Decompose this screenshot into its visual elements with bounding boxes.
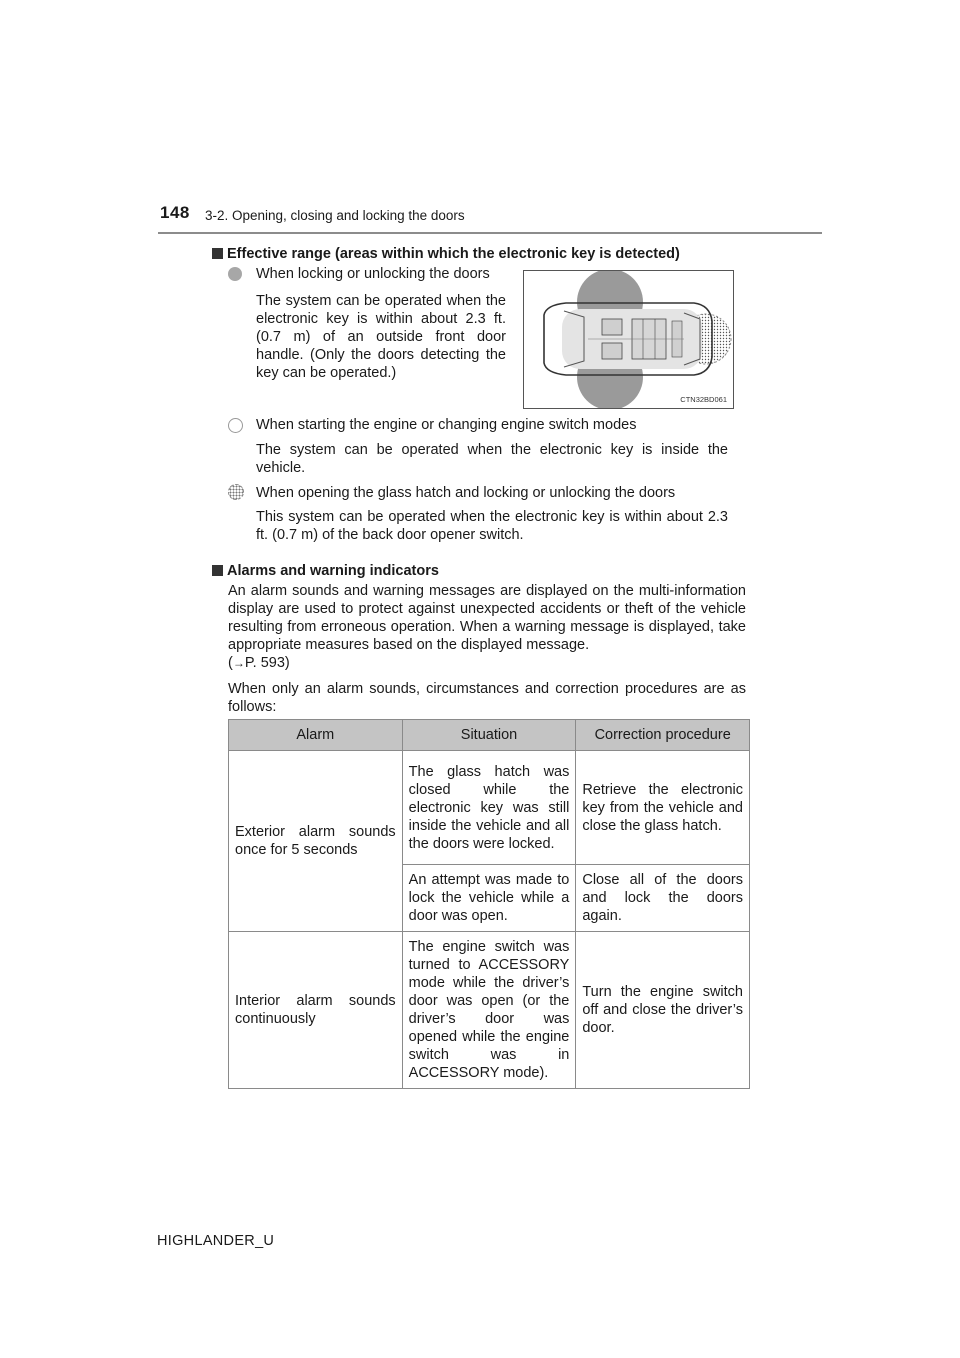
table-header-row xyxy=(229,720,750,751)
effective-range-heading: Effective range (areas within which the electronic key is detected) xyxy=(212,245,680,263)
arrow-right-icon: → xyxy=(232,656,245,670)
alarms-paragraph: An alarm sounds and warning messages are displayed on the multi-information display are used to protect against unexpected accidents or theft of the vehicle resulting from erroneous operation. When a warning message is displayed, take appropriate measures based on the displayed message. xyxy=(228,583,746,653)
item-1-body: The system can be operated when the electronic key is within about 2.3 ft. (0.7 m) of an outside front door handle. (Only the doors detecting the key can be operated.) xyxy=(256,293,506,381)
section-title: 3-2. Opening, closing and locking the doors xyxy=(205,208,465,223)
square-bullet-icon xyxy=(212,248,223,259)
column-header-correction: Correction procedure xyxy=(576,720,750,751)
table-row xyxy=(229,751,750,865)
alarm-cell: Interior alarm sounds continuously xyxy=(229,932,403,1089)
vehicle-top-view-illustration xyxy=(524,271,733,408)
dotted-range-marker-icon xyxy=(228,484,244,500)
column-header-alarm: Alarm xyxy=(229,720,403,751)
correction-cell: Close all of the doors and lock the doors again. xyxy=(576,865,750,932)
situation-cell: The engine switch was turned to ACCESSORY mode while the driver’s door was open (or the driver’s door was opened while the engine switch was in ACCESSORY mode). xyxy=(402,932,576,1089)
light-range-marker-icon xyxy=(228,418,243,433)
item-2-body: The system can be operated when the electronic key is inside the vehicle. xyxy=(256,442,728,476)
alarm-cell: Exterior alarm sounds once for 5 seconds xyxy=(229,751,403,932)
situation-cell: The glass hatch was closed while the electronic key was still inside the vehicle and all the doors were locked. xyxy=(402,751,576,865)
key-detection-figure xyxy=(523,270,734,409)
header-rule xyxy=(158,232,822,234)
page-number: 148 xyxy=(160,203,190,222)
figure-label: CTN32BD061 xyxy=(680,395,727,404)
item-3-body: This system can be operated when the electronic key is within about 2.3 ft. (0.7 m) of the back door opener switch. xyxy=(256,509,728,543)
item-3-title: When opening the glass hatch and locking or unlocking the doors xyxy=(256,485,676,501)
square-bullet-icon xyxy=(212,565,223,576)
table-row xyxy=(229,932,750,1089)
correction-cell: Turn the engine switch off and close the driver’s door. xyxy=(576,932,750,1089)
alarm-table xyxy=(228,719,750,1089)
alarms-followup-paragraph: When only an alarm sounds, circumstances and correction procedures are as follows: xyxy=(228,681,746,715)
item-1-title: When locking or unlocking the doors xyxy=(256,266,490,282)
correction-cell: Retrieve the electronic key from the vehicle and close the glass hatch. xyxy=(576,751,750,865)
alarms-heading: Alarms and warning indicators xyxy=(212,562,439,580)
situation-cell: An attempt was made to lock the vehicle while a door was open. xyxy=(402,865,576,932)
column-header-situation: Situation xyxy=(402,720,576,751)
item-2-title: When starting the engine or changing engine switch modes xyxy=(256,417,637,433)
page-reference[interactable]: (→P. 593) xyxy=(228,655,290,671)
solid-range-marker-icon xyxy=(228,267,242,281)
footer-model: HIGHLANDER_U xyxy=(157,1233,275,1249)
